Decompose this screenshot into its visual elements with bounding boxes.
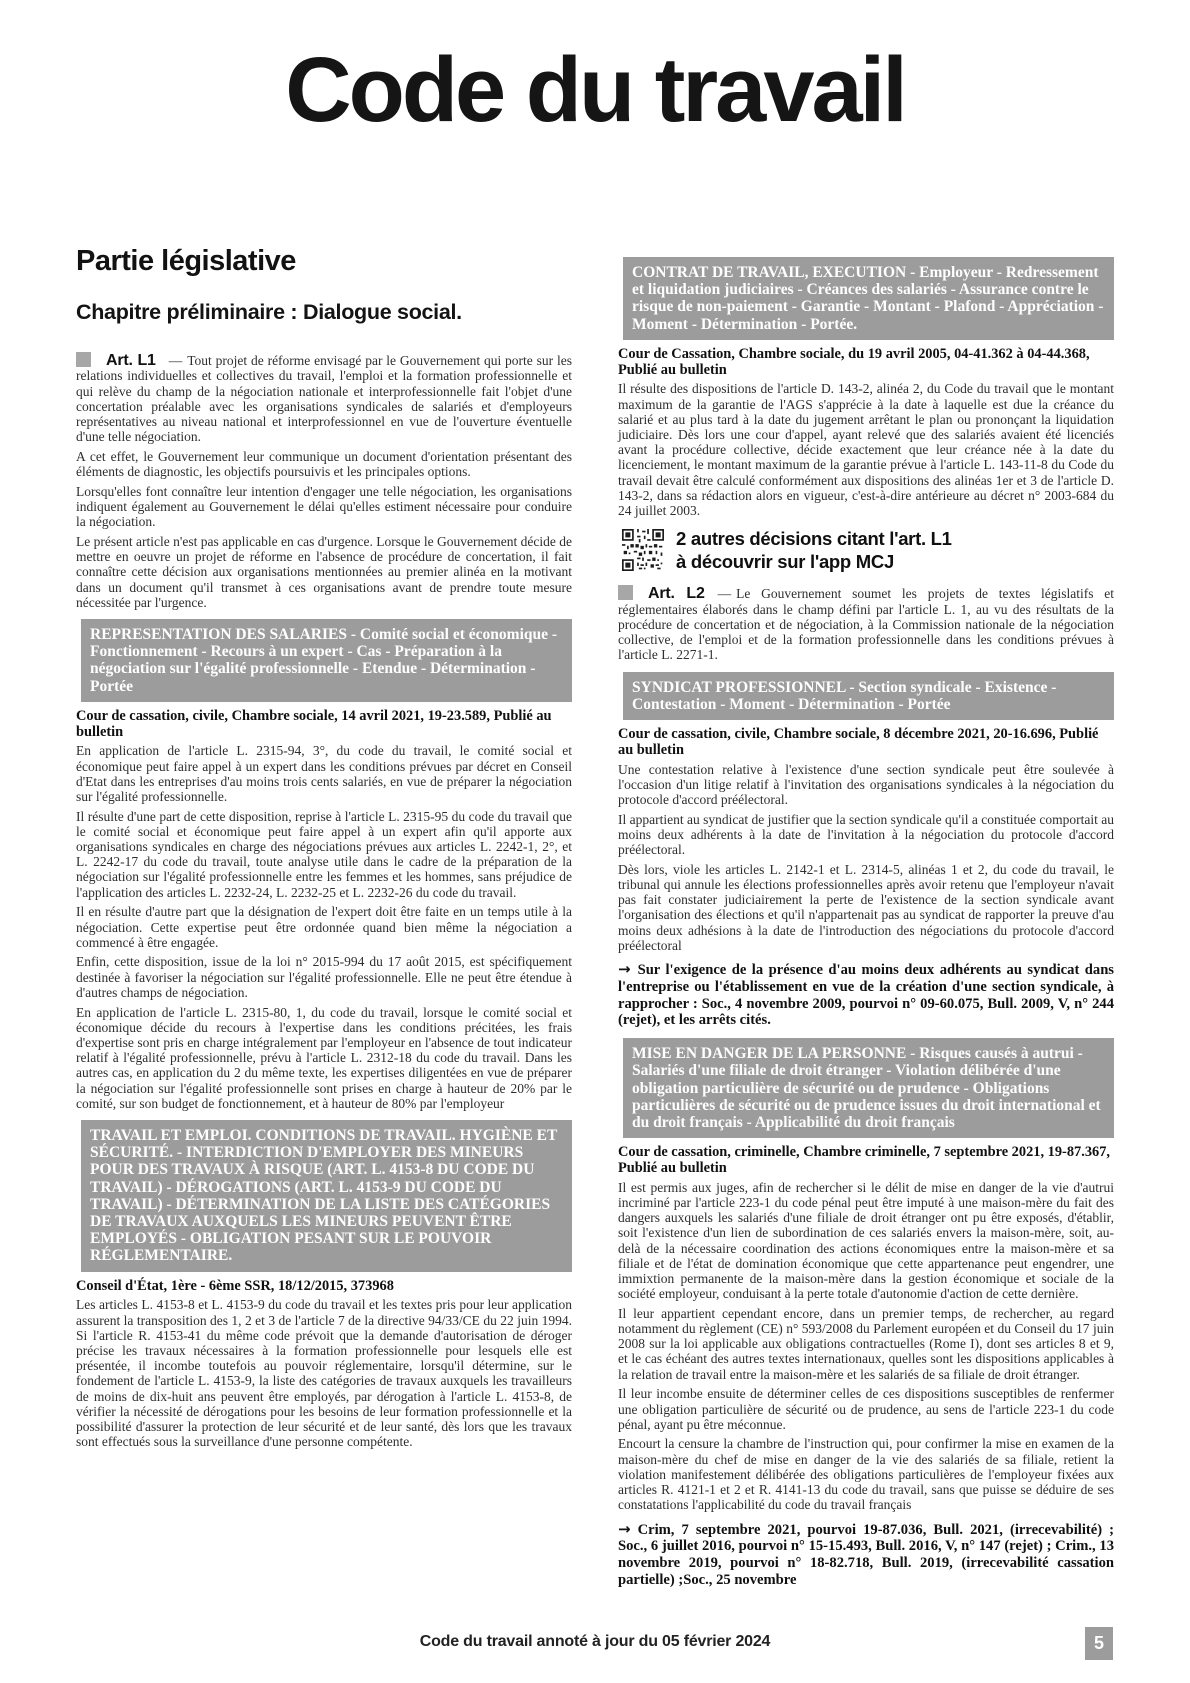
body-paragraph: Il en résulte d'autre part que la désignation de l'expert doit être faite en un temps utile à la négociation. Cette expertise peut être ordonnée quand bien même la négociation a commencé à être engagée. (76, 904, 572, 950)
body-paragraph: En application de l'article L. 2315-80, 1, du code du travail, lorsque le comité social et économique décide du recours à l'expertise dans les conditions précitées, les frais d'expertise sont pris en charge intégralement par l'employeur en l'absence de tout indicateur relatif à l'égalité professionnelle, prévu à l'article L. 2312-18 du code du travail. Dans les autres cas, en application du 2 du même texte, les expertises diligentées en vue de préparer la négociation sur l'égalité professionnelle sont prises en charge à hauteur de 20% par le comité, sur son budget de fonctionnement, et à hauteur de 80% par l'employeur (76, 1004, 572, 1111)
qr-note (622, 527, 1114, 573)
article-paragraph: Lorsqu'elles font connaître leur intention d'engager une telle négociation, les organisations indiquent également au Gouvernement le délai qu'elles estiment nécessaire pour conduire la négociation. (76, 483, 572, 530)
article-paragraph: Le présent article n'est pas applicable en cas d'urgence. Lorsque le Gouvernement décide de mettre en oeuvre un projet de réforme en l'absence de procédure de concertation, il fait connaître cette décision aux organisations mentionnées au premier alinéa en la motivant dans un document qu'il transmet à ces organisations avant de prendre toute mesure nécessitée par l'urgence. (76, 533, 572, 610)
topic-heading-box: REPRESENTATION DES SALARIES - Comité social et économique - Fonctionnement - Recours à un expert - Cas - Préparation à la négociation sur l'égalité professionnelle - Etendue - Détermination - Portée (81, 619, 572, 702)
citation-line: Cour de cassation, civile, Chambre sociale, 14 avril 2021, 19-23.589, Publié au bulletin (76, 707, 552, 740)
article-bullet-square-icon (76, 352, 91, 367)
left-column (76, 243, 572, 1599)
body-paragraph: Une contestation relative à l'existence d'une section syndicale peut être soulevée à l'occasion d'un litige relatif à l'invitation des organisations syndicales à la négociation du protocole d'accord préélectoral. (618, 761, 1114, 807)
part-heading: Partie législative (76, 245, 296, 277)
citation-line: Conseil d'État, 1ère - 6ème SSR, 18/12/2015, 373968 (76, 1277, 394, 1294)
right-column (618, 243, 1114, 1599)
article-paragraph: A cet effet, le Gouvernement leur communique un document d'orientation présentant des éléments de diagnostic, les objectifs poursuivis et les principales options. (76, 448, 572, 480)
article-dash: — (717, 586, 732, 602)
page-number-badge: 5 (1085, 1627, 1113, 1660)
topic-heading-box: MISE EN DANGER DE LA PERSONNE - Risques causés à autrui - Salariés d'une filiale de droit étranger - Violation délibérée d'une obligation particulière de sécurité ou de prudence - Obligations particulières de sécurité ou de prudence issues du droit international et du droit français - Applicabilité du droit français (623, 1038, 1114, 1138)
arrow-right-icon: → (618, 959, 631, 978)
cross-reference-text: Crim, 7 septembre 2021, pourvoi 19-87.036, Bull. 2021, (irrecevabilité) ; Soc., 6 juillet 2016, pourvoi n° 15-15.493, Bull. 2016, V, n° 147 (rejet) ; Crim., 13 novembre 2019, pourvoi n° 18-82.718, Bull. 2019, (irrecevabilité cassation partielle) ;Soc., 25 novembre (618, 1521, 1114, 1588)
citation-line: Cour de Cassation, Chambre sociale, du 19 avril 2005, 04-41.362 à 04-44.368, Publié au bulletin (618, 345, 1090, 378)
topic-heading-box: TRAVAIL ET EMPLOI. CONDITIONS DE TRAVAIL. HYGIÈNE ET SÉCURITÉ. - INTERDICTION D'EMPLOYER DES MINEURS POUR DES TRAVAUX À RISQUE (ART. L. 4153-8 DU CODE DU TRAVAIL) - DÉROGATIONS (ART. L. 4153-9 DU CODE DU TRAVAIL) - DÉTERMINATION DE LA LISTE DES CATÉGORIES DE TRAVAUX AUXQUELS LES MINEURS PEUVENT ÊTRE EMPLOYÉS - OBLIGATION PESANT SUR LE POUVOIR RÉGLEMENTAIRE. (81, 1120, 572, 1272)
body-paragraph: Il résulte des dispositions de l'article D. 143-2, alinéa 2, du Code du travail que le montant maximum de la garantie de l'AGS s'apprécie à la date à laquelle est due la créance du salarié et au plus tard à la date du jugement arrêtant le plan ou prononçant la liquidation judiciaire. Dès lors une cour d'appel, ayant relevé que des salariés avaient été licenciés avant la procédure collective, décide exactement que leur créance née à la date du licenciement, le montant maximum de la garantie prévue à l'article L. 143-11-8 du Code du travail devait être calculé conformément aux dispositions des alinéas 1er et 3 de l'article D. 143-2, dans sa rédaction alors en vigueur, c'est-à-dire antérieure au décret n° 2003-684 du 24 juillet 2003. (618, 381, 1114, 519)
topic-heading-box: CONTRAT DE TRAVAIL, EXECUTION - Employeur - Redressement et liquidation judiciaires - Créances des salariés - Assurance contre le risque de non-paiement - Garantie - Montant - Plafond - Appréciation - Moment - Détermination - Portée. (623, 257, 1114, 340)
article-bullet-square-icon (618, 585, 633, 600)
arrow-right-icon: → (618, 1519, 631, 1538)
body-paragraph: Dès lors, viole les articles L. 2142-1 et L. 2314-5, alinéas 1 et 2, du code du travail, le tribunal qui annule les élections professionnelles après avoir retenu que l'employeur n'avait pas fait constater judiciairement la perte de l'existence de la section syndicale avant l'organisation des élections et qu'il n'appartenait pas au syndicat de rapporter la preuve d'au moins deux adhésions à la date de l'introduction des négociations du protocole d'accord préélectoral (618, 861, 1114, 953)
qr-code-icon (622, 529, 664, 571)
qr-note-text (676, 527, 952, 573)
article-label: Art. L1 (106, 352, 156, 370)
chapter-heading: Chapitre préliminaire : Dialogue social. (76, 300, 462, 325)
article-l2 (618, 585, 1114, 662)
topic-heading-box: SYNDICAT PROFESSIONNEL - Section syndicale - Existence - Contestation - Moment - Détermination - Portée (623, 672, 1114, 720)
citation-line: Cour de cassation, civile, Chambre sociale, 8 décembre 2021, 20-16.696, Publié au bulletin (618, 725, 1099, 758)
citation-line: Cour de cassation, criminelle, Chambre criminelle, 7 septembre 2021, 19-87.367, Publié au bulletin (618, 1144, 1111, 1176)
document-title: Code du travail (285, 39, 905, 141)
cross-reference-text: Sur l'exigence de la présence d'au moins deux adhérents au syndicat dans l'entreprise ou l'établissement en vue de la création d'une section syndicale, à rapprocher : Soc., 4 novembre 2009, pourvoi n° 09-60.075, Bull. 2009, V, n° 244 (rejet), et les arrêts cités. (618, 961, 1114, 1029)
article-intro-text: Le Gouvernement soumet les projets de textes législatifs et réglementaires élaborés dans le champ défini par l'article L. 1, au vu des résultats de la procédure de concertation et de négociation, à la Commission nationale de la négociation collective, de l'emploi et de la formation professionnelle dans les conditions prévues à l'article L. 2271-1. (618, 586, 1114, 663)
body-paragraph: En application de l'article L. 2315-94, 3°, du code du travail, le comité social et économique peut faire appel à un expert dans les conditions prévues par décret en Conseil d'Etat dans les entreprises d'au moins trois cents salariés, en vue de préparer la négociation sur l'égalité professionnelle. (76, 743, 572, 804)
footer-note: Code du travail annoté à jour du 05 février 2024 (419, 1633, 771, 1650)
body-paragraph: Les articles L. 4153-8 et L. 4153-9 du code du travail et les textes pris pour leur application assurent la transposition des 1, 2 et 3 de l'article 7 de la directive 94/33/CE du 22 juin 1994. Si l'article R. 4153-41 du même code prévoit que la demande d'autorisation de déroger précise les travaux nécessaires à la formation professionnelle pour lesquels elle est présentée, il incombe toutefois au pouvoir réglementaire, lorsqu'il détermine, sur le fondement de l'article L. 4153-9, la liste des catégories de travaux auxquels les travailleurs de moins de dix-huit ans peuvent être employés, par dérogation à l'article L. 4153-8, de vérifier la nécessité de dérogations pour les besoins de leur formation professionnelle et la possibilité d'assurer la protection de leur sécurité et de leur santé, dès lors que les travaux sont effectués sous la surveillance d'une personne compétente. (76, 1297, 572, 1450)
article-l1 (76, 352, 572, 610)
cross-reference-note (618, 1521, 1114, 1589)
article-intro-text: Tout projet de réforme envisagé par le Gouvernement qui porte sur les relations individuelles et collectives du travail, l'emploi et la formation professionnelle et qui relève du champ de la négociation nationale et interprofessionnelle fait l'objet d'une concertation préalable avec les organisations syndicales de salariés et d'employeurs représentatives au niveau national et interprofessionnel en vue de l'ouverture éventuelle d'une telle négociation. (76, 353, 572, 445)
body-paragraph: Il appartient au syndicat de justifier que la section syndicale qu'il a constituée comportait au moins deux adhérents à la date de l'invitation à la négociation du protocole d'accord préélectoral. (618, 811, 1114, 858)
body-paragraph: Encourt la censure la chambre de l'instruction qui, pour confirmer la mise en examen de la maison-mère du chef de mise en danger de la vie des salariés de sa filiale, retient la violation manifestement délibérée des obligations particulières de l'employeur fixées aux articles R. 4121-1 et 2 et R. 4141-13 du code du travail, sans que puisse se déduire de ses constatations l'applicabilité du code du travail français (618, 1436, 1114, 1513)
article-dash: — (168, 353, 183, 369)
two-column-layout (76, 243, 1114, 1599)
body-paragraph: Enfin, cette disposition, issue de la loi n° 2015-994 du 17 août 2015, est spécifiquement destinée à favoriser la négociation sur l'égalité professionnelle. Elle ne peut être étendue à d'autres champs de négociation. (76, 954, 572, 1000)
body-paragraph: Il est permis aux juges, afin de rechercher si le délit de mise en danger de la vie d'autrui incriminé par l'article 223-1 du code pénal peut être imputé à une maison-mère du fait des dangers auxquels les salariés d'une filiale de droit étranger ont pu être exposés, d'établir, soit l'existence d'un lien de subordination de ces salariés envers la maison-mère, soit, au-delà de la nécessaire coordination des actions économiques entre la maison-mère et sa filiale et de l'état de domination économique que cette appartenance peut engendrer, une immixtion permanente de la maison-mère dans la gestion économique et sociale de la société employeur, conduisant à la perte totale d'autonomie d'action de cette dernière. (618, 1179, 1114, 1302)
body-paragraph: Il résulte d'une part de cette disposition, reprise à l'article L. 2315-95 du code du travail que le comité social et économique peut faire appel à un expert afin qu'il apporte aux organisations syndicales en charge des négociations prévues aux articles L. 2242-1, 2°, et L. 2242-17 du code du travail, toute analyse utile dans le cadre de la préparation de la négociation sur l'égalité professionnelle entre les femmes et les hommes, sans préjudice de l'application des articles L. 2232-24, L. 2232-25 et L. 2232-26 du code du travail. (76, 808, 572, 900)
article-intro-paragraph (76, 352, 572, 444)
qr-note-line1: 2 autres décisions citant l'art. L1 (676, 528, 952, 550)
body-paragraph: Il leur appartient cependant encore, dans un premier temps, de rechercher, au regard notamment du règlement (CE) n° 593/2008 du Parlement européen et du Conseil du 17 juin 2008 sur la loi applicable aux obligations contractuelles (Rome I), dont ses articles 8 et 9, et le cas échéant des autres textes internationaux, quelles sont les dispositions applicables à la relation de travail entre la maison-mère et les salariés de sa filiale de droit étranger. (618, 1305, 1114, 1382)
article-label: Art. L2 (648, 585, 705, 603)
cross-reference-note (618, 961, 1114, 1029)
body-paragraph: Il leur incombe ensuite de déterminer celles de ces dispositions susceptibles de renfermer une obligation particulière de sécurité ou de prudence, au sens de l'article 223-1 du code pénal, ayant pu être méconnue. (618, 1386, 1114, 1432)
qr-note-line2: à découvrir sur l'app MCJ (676, 551, 894, 573)
article-intro-paragraph (618, 585, 1114, 662)
